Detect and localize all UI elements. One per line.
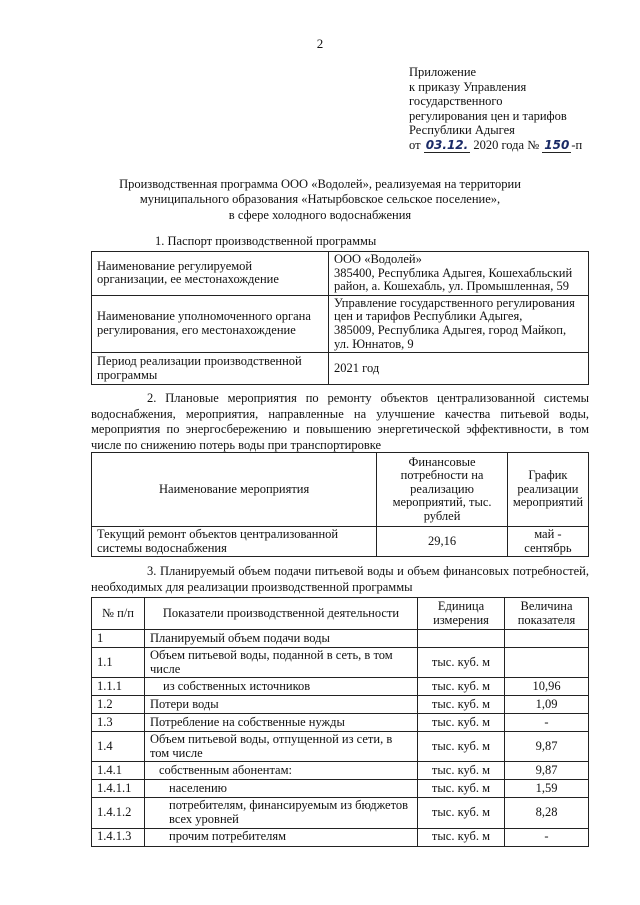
row-number: 1.4.1.2 (92, 798, 145, 828)
row-number: 1.2 (92, 696, 145, 714)
table-row (92, 527, 589, 557)
indicator-value: 9,87 (505, 762, 589, 780)
indicator-unit: тыс. куб. м (418, 798, 505, 828)
table-header-row (92, 598, 589, 630)
title-line: в сфере холодного водоснабжения (228, 207, 412, 222)
appendix-line: государственного (409, 94, 503, 109)
column-header: График реализации мероприятий (507, 453, 588, 527)
indicator-name: Планируемый объем подачи воды (145, 630, 418, 648)
column-header: № п/п (92, 598, 145, 630)
indicator-unit: тыс. куб. м (418, 648, 505, 678)
indicator-name: населению (145, 780, 418, 798)
table-row (92, 732, 589, 762)
measure-name: Текущий ремонт объектов централизованной системы водоснабжения (92, 527, 377, 557)
page-number: 2 (316, 36, 324, 51)
table-row (92, 295, 589, 352)
handwritten-number: 150 (544, 137, 570, 152)
date-suffix: 2020 года № (473, 137, 540, 152)
indicator-name: Объем питьевой воды, отпущенной из сети, в том числе (145, 732, 418, 762)
title-line: муниципального образования «Натырбовское сельское поселение», (139, 192, 501, 207)
passport-label: Период реализации производственной программы (92, 353, 329, 385)
table-row (92, 630, 589, 648)
indicator-value: 1,59 (505, 780, 589, 798)
section-2-text: 2. Плановые мероприятия по ремонту объектов централизованной системы водоснабжения, мероприятия, направленные на улучшение качества питьевой воды, мероприятия по энергосбережению и повышению энергетической эффективности, в том числе по снижению потерь воды при транспортировке (91, 391, 589, 452)
indicator-name: Объем питьевой воды, поданной в сеть, в том числе (145, 648, 418, 678)
indicator-unit: тыс. куб. м (418, 732, 505, 762)
table-row (92, 714, 589, 732)
row-number: 1.1 (92, 648, 145, 678)
indicator-unit: тыс. куб. м (418, 678, 505, 696)
table-row (92, 696, 589, 714)
column-header: Финансовые потребности на реализацию мероприятий, тыс. рублей (377, 453, 508, 527)
table-row (92, 648, 589, 678)
indicator-unit: тыс. куб. м (418, 714, 505, 732)
passport-value: Управление государственного регулирования цен и тарифов Республики Адыгея, 385009, Республика Адыгея, город Майкоп, ул. Юннатов, 9 (329, 295, 589, 352)
table-row (92, 780, 589, 798)
indicator-value: - (505, 714, 589, 732)
appendix-block (409, 65, 582, 153)
handwritten-date: 03.12. (425, 137, 469, 152)
passport-value: ООО «Водолей» 385400, Республика Адыгея, Кошехабльский район, а. Кошехабль, ул. Промышленная, 59 (329, 252, 589, 296)
indicator-name: из собственных источников (145, 678, 418, 696)
row-number: 1.4.1.3 (92, 828, 145, 846)
indicator-name: собственным абонентам: (145, 762, 418, 780)
measures-table (91, 452, 589, 557)
table-row (92, 828, 589, 846)
table-row (92, 762, 589, 780)
passport-label: Наименование уполномоченного органа регулирования, его местонахождение (92, 295, 329, 352)
indicators-table (91, 597, 589, 847)
table-row (92, 798, 589, 828)
indicator-value: 10,96 (505, 678, 589, 696)
date-prefix: от (409, 137, 421, 152)
appendix-line: регулирования цен и тарифов (409, 108, 567, 123)
table-row (92, 252, 589, 296)
indicator-unit (418, 630, 505, 648)
row-number: 1 (92, 630, 145, 648)
table-header-row (92, 453, 589, 527)
indicator-value: 8,28 (505, 798, 589, 828)
appendix-line: Приложение (409, 65, 477, 79)
indicator-name: прочим потребителям (145, 828, 418, 846)
indicator-unit: тыс. куб. м (418, 828, 505, 846)
row-number: 1.1.1 (92, 678, 145, 696)
indicator-value: 9,87 (505, 732, 589, 762)
appendix-line: Республики Адыгея (409, 123, 515, 138)
indicator-unit: тыс. куб. м (418, 762, 505, 780)
table-row (92, 678, 589, 696)
indicator-name: потребителям, финансируемым из бюджетов всех уровней (145, 798, 418, 828)
measure-schedule: май - сентябрь (507, 527, 588, 557)
column-header: Величина показателя (505, 598, 589, 630)
measure-amount: 29,16 (377, 527, 508, 557)
row-number: 1.3 (92, 714, 145, 732)
passport-table (91, 251, 589, 385)
row-number: 1.4.1.1 (92, 780, 145, 798)
indicator-unit: тыс. куб. м (418, 780, 505, 798)
column-header: Единица измерения (418, 598, 505, 630)
passport-label: Наименование регулируемой организации, ее местонахождение (92, 252, 329, 296)
passport-value: 2021 год (329, 353, 589, 385)
indicator-value: - (505, 828, 589, 846)
indicator-name: Потери воды (145, 696, 418, 714)
appendix-line: к приказу Управления (409, 79, 527, 94)
indicator-name: Потребление на собственные нужды (145, 714, 418, 732)
indicator-value (505, 648, 589, 678)
column-header: Наименование мероприятия (92, 453, 377, 527)
document-title (80, 177, 560, 223)
section-3-text: 3. Планируемый объем подачи питьевой воды и объем финансовых потребностей, необходимых для реализации производственной программы (91, 564, 589, 594)
indicator-value (505, 630, 589, 648)
appendix-date-line (409, 138, 582, 153)
indicator-unit: тыс. куб. м (418, 696, 505, 714)
number-suffix: -п (571, 137, 583, 152)
column-header: Показатели производственной деятельности (145, 598, 418, 630)
row-number: 1.4.1 (92, 762, 145, 780)
table-row (92, 353, 589, 385)
indicator-value: 1,09 (505, 696, 589, 714)
row-number: 1.4 (92, 732, 145, 762)
title-line: Производственная программа ООО «Водолей», реализуемая на территории (119, 177, 521, 191)
passport-heading: 1. Паспорт производственной программы (155, 234, 377, 248)
